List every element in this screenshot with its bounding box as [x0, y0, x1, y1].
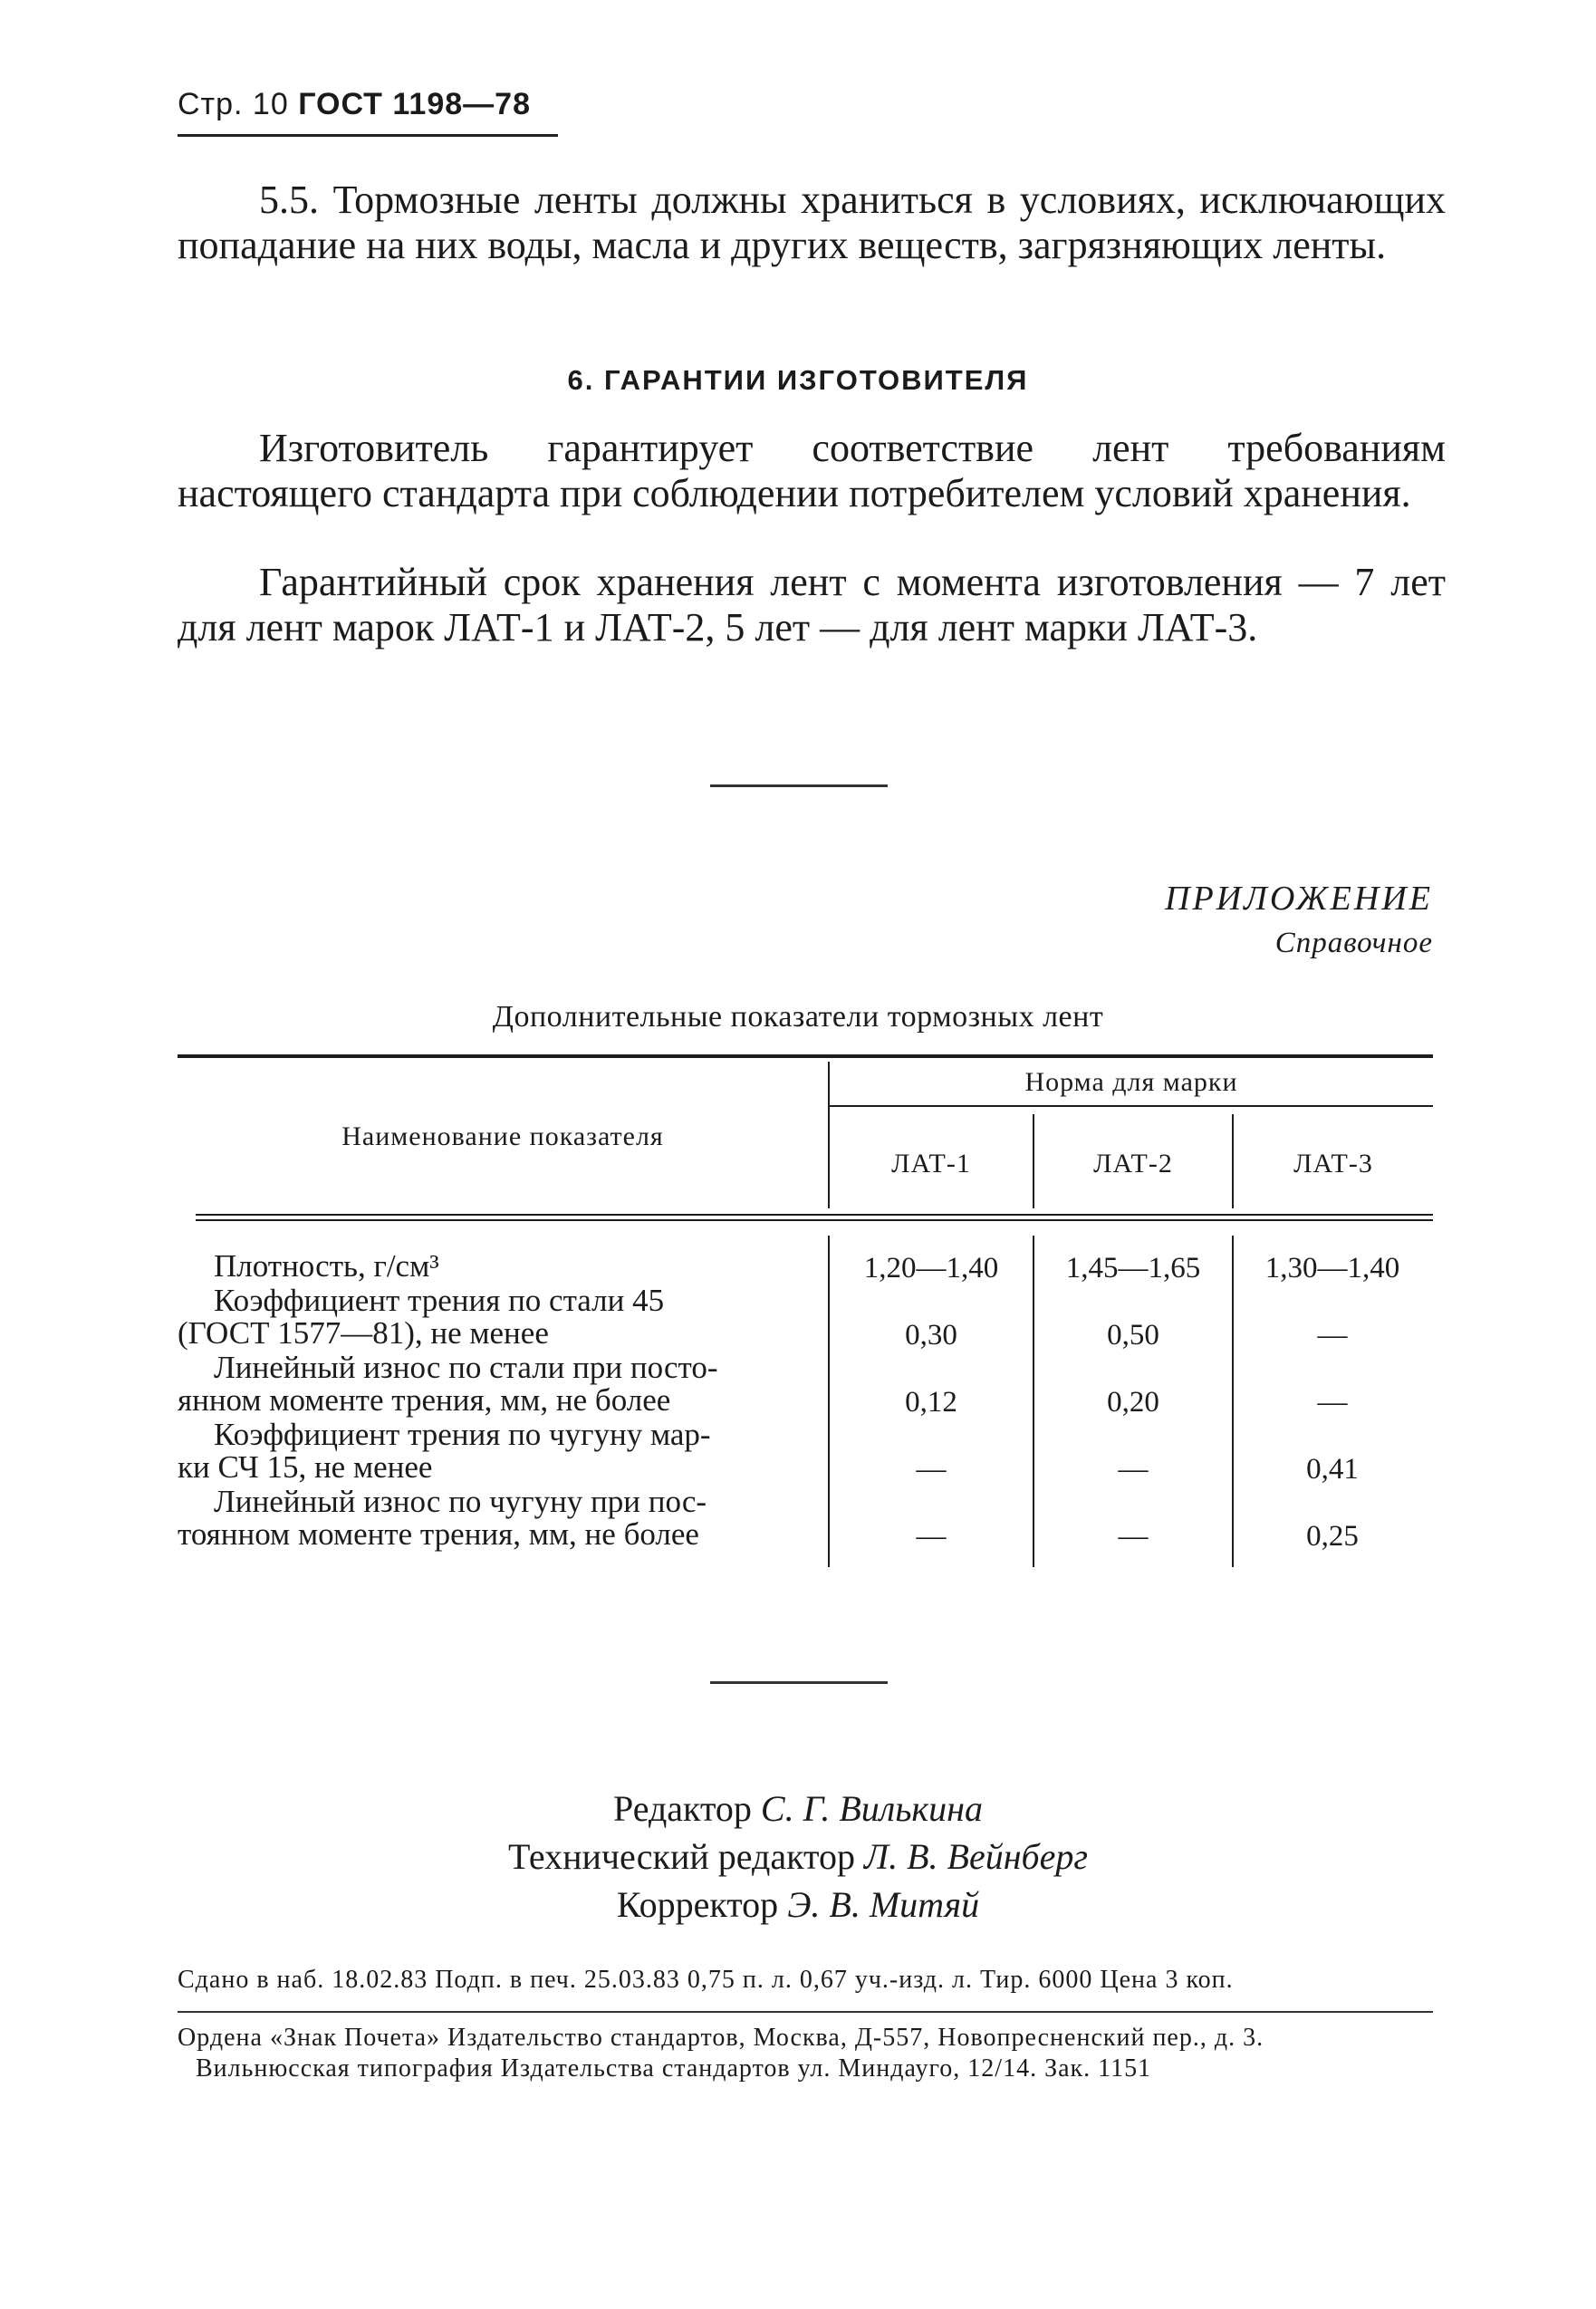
cell-density-lat1: 1,20—1,40 [863, 1252, 999, 1284]
cell-density-lat3: 1,30—1,40 [1264, 1252, 1400, 1284]
body-divider-3 [1232, 1236, 1234, 1567]
row-label-line: Коэффициент трения по стали 45 [214, 1283, 665, 1318]
cell-wear-iron-lat1: — [916, 1520, 947, 1553]
standard-number: ГОСТ 1198—78 [298, 87, 531, 121]
table-divider [710, 1681, 888, 1684]
editor-name: С. Г. Вилькина [760, 1788, 983, 1829]
editor-line [0, 1785, 1596, 1833]
cell-friction-steel-lat3: — [1317, 1319, 1348, 1352]
row-label-density [214, 1250, 830, 1283]
cell-friction-steel-lat2: 0,50 [1107, 1319, 1159, 1352]
row-label-line: (ГОСТ 1577—81), не менее [178, 1315, 549, 1351]
col-name-header: Наименование показателя [341, 1121, 664, 1151]
row-label-wear-iron [178, 1484, 830, 1552]
page-label: Стр. 10 [178, 87, 289, 121]
cell-friction-iron-lat2: — [1118, 1453, 1149, 1486]
indicators-table [178, 1054, 1433, 1571]
row-label-friction-steel [178, 1283, 830, 1351]
grade-header-3: ЛАТ-3 [1293, 1149, 1373, 1179]
cell-wear-steel-lat1: 0,12 [905, 1386, 957, 1419]
grade-header-2: ЛАТ-2 [1093, 1149, 1173, 1179]
grade-header-1: ЛАТ-1 [891, 1149, 971, 1179]
cell-friction-iron-lat1: — [916, 1453, 947, 1486]
appendix-sublabel: Справочное [1274, 927, 1433, 959]
editor-role: Редактор [613, 1788, 752, 1829]
imprint-printer: Вильнюсская типография Издательства стандартов ул. Миндауго, 12/14. Зак. 1151 [196, 2054, 1152, 2083]
paragraph-warranty: Изготовитель гарантирует соответствие лент требованиям настоящего стандарта при соблюдении потребителем условий хранения. [178, 426, 1446, 515]
cell-wear-iron-lat3: 0,25 [1306, 1520, 1359, 1553]
cell-wear-iron-lat2: — [1118, 1520, 1149, 1553]
row-label-line: Линейный износ по стали при посто- [214, 1350, 718, 1385]
imprint-print-data: Сдано в наб. 18.02.83 Подп. в печ. 25.03.83 0,75 п. л. 0,67 уч.-изд. л. Тир. 6000 Цена 3 коп. [178, 1966, 1234, 1994]
body-divider-2 [1033, 1236, 1034, 1567]
proofreader-name: Э. В. Митяй [787, 1884, 980, 1925]
row-label-line: Линейный износ по чугуну при пос- [214, 1484, 707, 1519]
table-title: Дополнительные показатели тормозных лент [492, 1000, 1104, 1034]
row-label-line: Плотность, г/см³ [214, 1248, 439, 1284]
section-divider [710, 784, 888, 787]
proofreader-line [0, 1881, 1596, 1929]
header-bottom-rule-2 [196, 1219, 1433, 1221]
tech-editor-line [0, 1833, 1596, 1881]
table-top-rule [178, 1054, 1433, 1058]
section-6-title: 6. ГАРАНТИИ ИЗГОТОВИТЕЛЯ [567, 364, 1029, 396]
paragraph-5-5: 5.5. Тормозные ленты должны храниться в условиях, исключающих попадание на них воды, масла и других веществ, загрязняющих ленты. [178, 178, 1446, 267]
paragraph-warranty-period: Гарантийный срок хранения лент с момента изготовления — 7 лет для лент марок ЛАТ-1 и ЛАТ-2, 5 лет — для лент марки ЛАТ-3. [178, 560, 1446, 649]
appendix-heading [1165, 875, 1433, 964]
header-rule [178, 134, 558, 137]
header-bottom-rule-1 [196, 1214, 1433, 1216]
proofreader-role: Корректор [616, 1884, 779, 1925]
row-label-line: янном моменте трения, мм, не более [178, 1382, 671, 1418]
tech-editor-name: Л. В. Вейнберг [863, 1836, 1089, 1877]
cell-wear-steel-lat2: 0,20 [1107, 1386, 1159, 1419]
row-label-line: ки СЧ 15, не менее [178, 1449, 433, 1485]
appendix-label: ПРИЛОЖЕНИЕ [1165, 880, 1433, 918]
imprint-publisher: Ордена «Знак Почета» Издательство стандартов, Москва, Д-557, Новопресненский пер., д. 3. [178, 2024, 1264, 2052]
tech-editor-role: Технический редактор [507, 1836, 855, 1877]
imprint-rule [178, 2011, 1433, 2013]
cell-friction-steel-lat1: 0,30 [905, 1319, 957, 1352]
row-label-wear-steel [178, 1350, 830, 1418]
row-label-friction-iron [178, 1417, 830, 1485]
running-header [178, 87, 531, 122]
cell-friction-iron-lat3: 0,41 [1306, 1453, 1359, 1486]
row-label-line: Коэффициент трения по чугуну мар- [214, 1417, 711, 1452]
cell-wear-steel-lat3: — [1317, 1386, 1348, 1419]
credits-block [0, 1785, 1596, 1929]
group-header-rule [830, 1105, 1433, 1107]
cell-density-lat2: 1,45—1,65 [1065, 1252, 1201, 1284]
row-label-line: тоянном моменте трения, мм, не более [178, 1516, 699, 1552]
group-header: Норма для марки [1024, 1067, 1238, 1097]
